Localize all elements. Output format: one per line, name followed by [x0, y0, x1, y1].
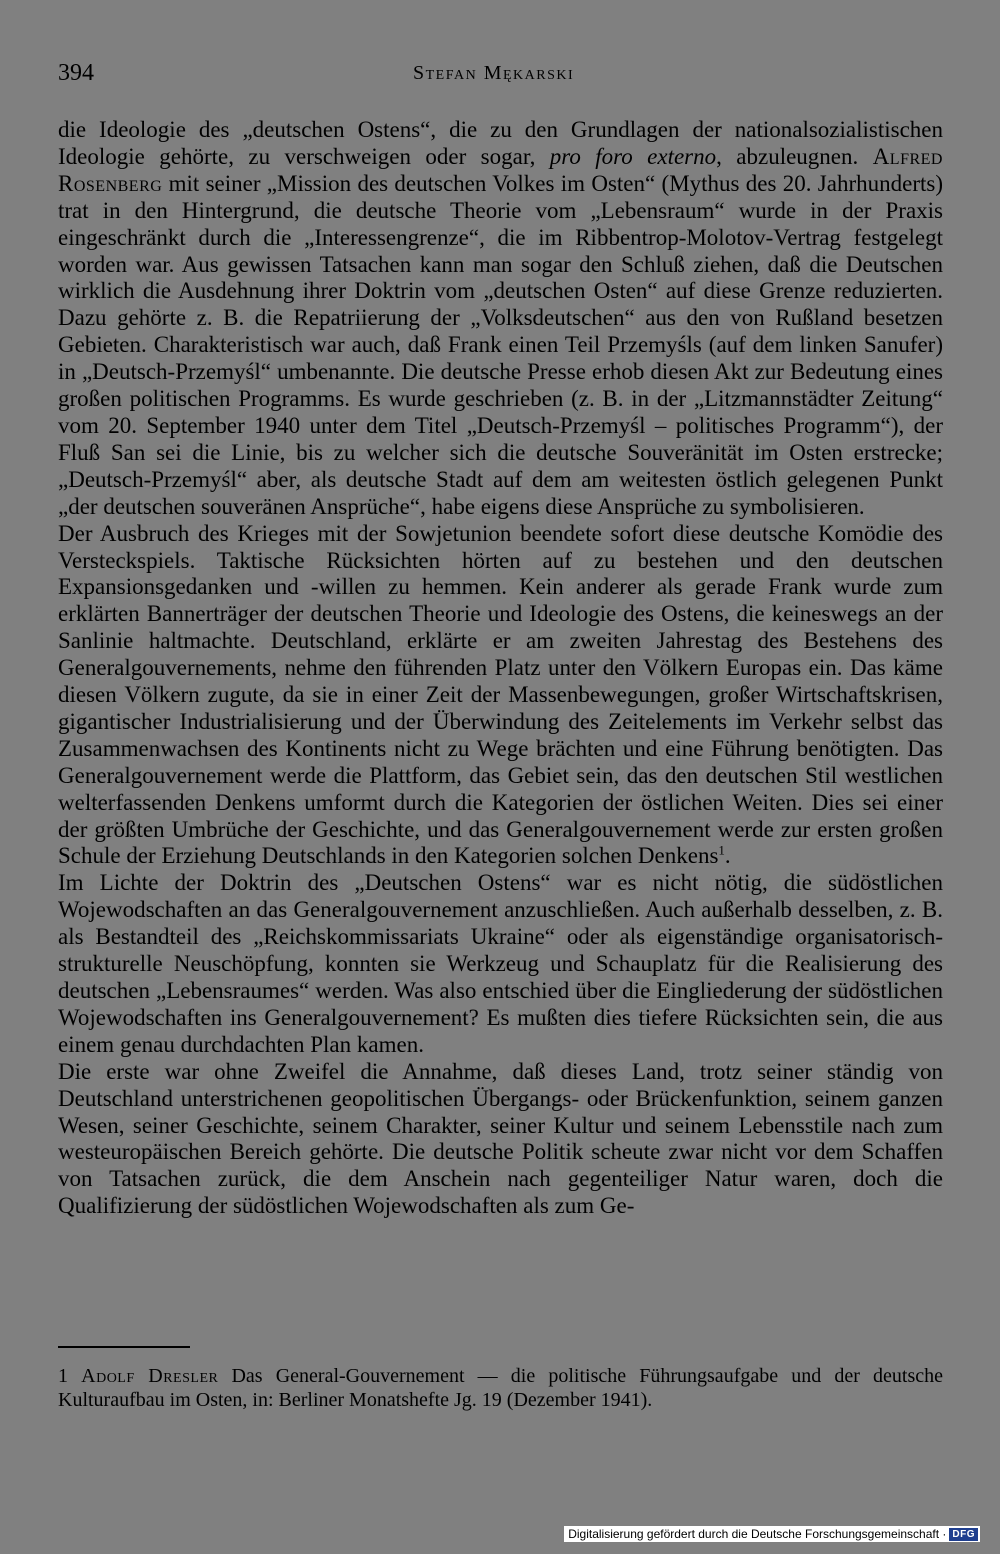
page-number: 394: [58, 60, 94, 86]
paragraph-3: [58, 870, 943, 1058]
footnote-1: [58, 1365, 943, 1412]
p2-text-end: .: [724, 843, 731, 869]
p4-text: Die erste war ohne Zweifel die Annahme, daß dieses Land, trotz seiner ständig von Deutschland unterstrichenen geopolitischen Übergangs- oder Brückenfunktion, seinem ganzen Wesen, seiner Geschichte, seinem Charakter, seiner Kultur und seinem Lebensstile nach zum westeuropäischen Bereich gehörte. Die deutsche Politik scheute zwar nicht vor dem Schaffen von Tatsachen zurück, die dem Anschein nach gegenteiliger Natur waren, doch die Qualifizierung der südöstlichen Wojewodschaften als zum Ge-: [58, 1058, 943, 1219]
footnote-number: 1: [58, 1365, 68, 1387]
digitization-credit: [564, 1526, 980, 1542]
p1-text-b: , abzuleugnen.: [716, 143, 873, 169]
credit-text: Digitalisierung gefördert durch die Deutsche Forschungsgemeinschaft ·: [568, 1527, 947, 1541]
paragraph-1: [58, 117, 943, 521]
running-head: Stefan Mękarski: [413, 62, 575, 84]
footnote-author: Adolf Dresler: [81, 1365, 219, 1387]
paragraph-2: [58, 521, 943, 871]
p1-italic-phrase: pro foro externo: [549, 143, 717, 169]
p1-author-name: Alfred Rosenberg: [58, 143, 943, 196]
dfg-logo-icon: DFG: [949, 1528, 978, 1541]
page-header: [58, 58, 943, 92]
paragraph-4: [58, 1059, 943, 1220]
footnote-reference: 1: [718, 842, 725, 858]
p1-text-a: die Ideologie des „deutschen Ostens“, die zu den Grundlagen der nationalsozialistischen Ideologie gehörte, zu verschweigen oder sogar,: [58, 117, 943, 169]
footnotes: [58, 1365, 943, 1412]
footnote-text: Das General-Gouvernement — die politische Führungsaufgabe und der deutsche Kulturaufbau im Osten, in: Berliner Monatshefte Jg. 19 (Dezember 1941).: [58, 1365, 944, 1411]
body-text: [58, 117, 943, 1220]
p3-text: Im Lichte der Doktrin des „Deutschen Ostens“ war es nicht nötig, die südöstlichen Wojewodschaften an das Generalgouvernement anzuschließen. Auch außerhalb desselben, z. B. als Bestandteil des „Reichskommissariats Ukraine“ oder als eigenständige organisatorisch-strukturelle Neuschöpfung, konnten sie Werkzeug und Schauplatz für die Realisierung des deutschen „Lebensraumes“ werden. Was also entschied über die Eingliederung der südöstlichen Wojewodschaften ins Generalgouvernement? Es mußten dies tiefere Rücksichten sein, die aus einem genau durchdachten Plan kamen.: [58, 870, 943, 1057]
footnote-divider: [58, 1346, 190, 1348]
p2-text: Der Ausbruch des Krieges mit der Sowjetunion beendete sofort diese deutsche Komödie des Versteckspiels. Taktische Rücksichten hörten auf zu bestehen und den deutschen Expansionsgedanken und -willen zu hemmen. Kein anderer als gerade Frank wurde zum erklärten Bannerträger der deutschen Theorie und Ideologie des Ostens, die keineswegs an der Sanlinie haltmachte. Deutschland, erklärte er am zweiten Jahrestag des Bestehens des Generalgouvernements, nehme den führenden Platz unter den Völkern Europas ein. Das käme diesen Völkern zugute, da sie in einer Zeit der Massenbewegungen, großer Wirtschaftskrisen, gigantischer Industrialisierung und der Überwindung des Zeitelements im Verkehr selbst das Zusammenwachsen des Kontinents nicht zu Wege brächten und eine Führung benötigten. Das Generalgouvernement werde die Plattform, das Gebiet sein, das den deutschen Stil westlichen welterfassenden Denkens umformt durch die Kategorien der östlichen Weiten. Dies sei einer der größten Umbrüche der Geschichte, und das Generalgouvernement werde zur ersten großen Schule der Erziehung Deutschlands in den Kategorien solchen Denkens: [58, 520, 943, 869]
p1-text-c: mit seiner „Mission des deutschen Volkes im Osten“ (Mythus des 20. Jahrhunderts) trat in den Hintergrund, die deutsche Theorie vom „Lebensraum“ wurde in der Praxis eingeschränkt durch die „Interessengrenze“, die im Ribbentrop-Molotov-Vertrag festgelegt worden war. Aus gewissen Tatsachen kann man sogar den Schluß ziehen, daß die Deutschen wirklich die Ausdehnung ihrer Doktrin vom „deutschen Osten“ auf diese Grenze reduzierten. Dazu gehörte z. B. die Repatriierung der „Volksdeutschen“ aus den von Rußland besetzen Gebieten. Charakteristisch war auch, daß Frank einen Teil Przemyśls (auf dem linken Sanufer) in „Deutsch-Przemyśl“ umbenannte. Die deutsche Presse erhob diesen Akt zur Bedeutung eines großen politischen Programms. Es wurde geschrieben (z. B. in der „Litzmannstädter Zeitung“ vom 20. September 1940 unter dem Titel „Deutsch-Przemyśl – politisches Programm“), der Fluß San sei die Linie, bis zu welcher sich die deutsche Souveränität im Osten erstrecke; „Deutsch-Przemyśl“ aber, als deutsche Stadt auf dem am weitesten östlich gelegenen Punkt „der deutschen souveränen Ansprüche“, habe eigens diese Ansprüche zu symbolisieren.: [58, 170, 943, 519]
